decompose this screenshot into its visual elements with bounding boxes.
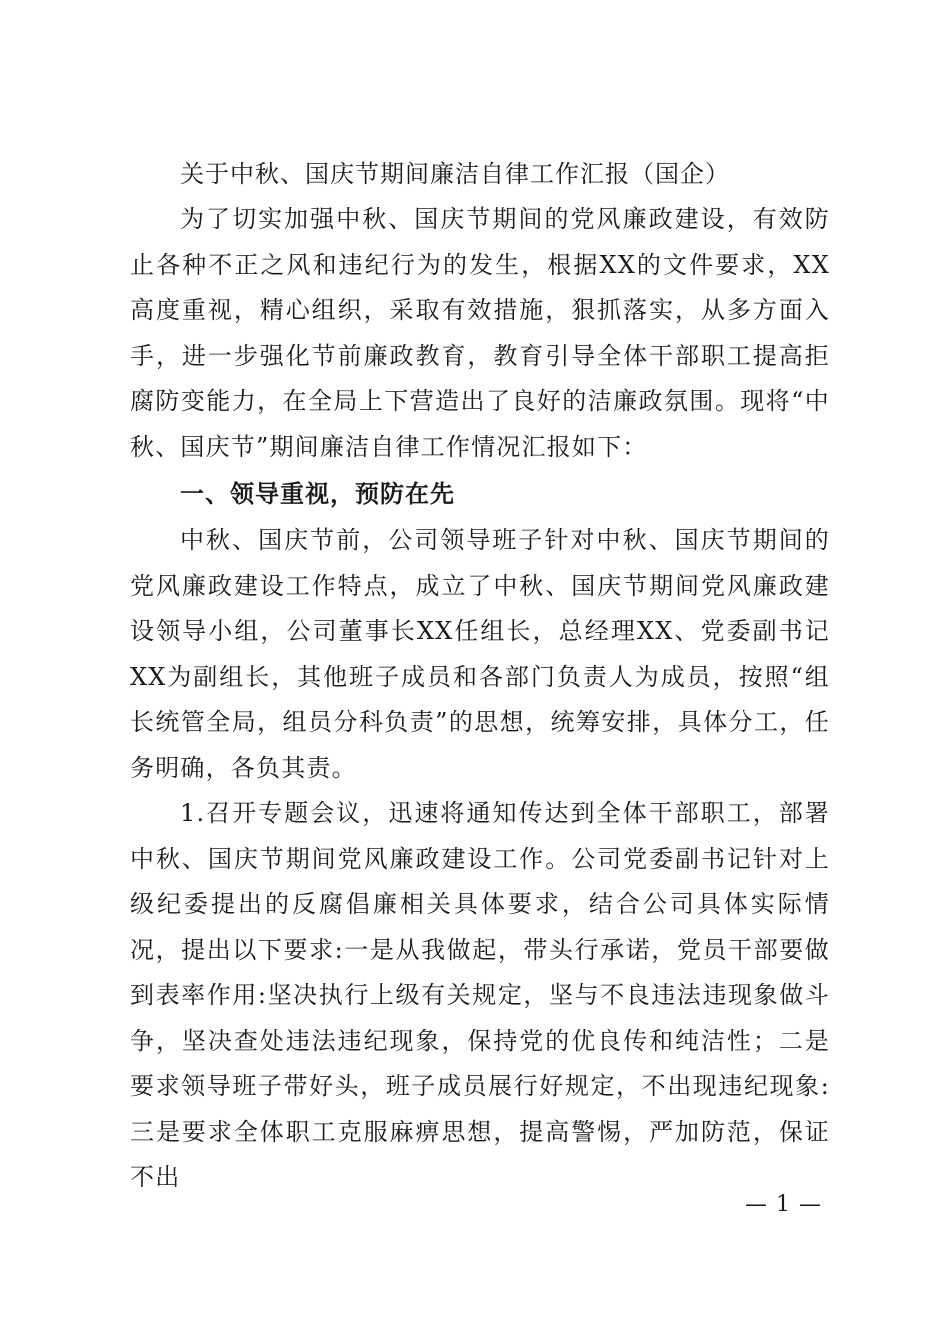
document-title: 关于中秋、国庆节期间廉洁自律工作汇报（国企） — [180, 160, 730, 188]
document-body — [130, 152, 830, 1201]
intro-paragraph: 为了切实加强中秋、国庆节期间的党风廉政建设，有效防止各种不正之风和违纪行为的发生，根据XX的文件要求，XX高度重视，精心组织，采取有效措施，狠抓落实，从多方面入手，进一步强化节前廉政教育，教育引导全体干部职工提高拒腐防变能力，在全局上下营造出了良好的洁廉政氛围。现将“中秋、国庆节”期间廉洁自律工作情况汇报如下： — [130, 205, 830, 461]
section-heading-1: 一、领导重视，预防在先 — [180, 480, 455, 508]
section-1-paragraph: 中秋、国庆节前，公司领导班子针对中秋、国庆节期间的党风廉政建设工作特点，成立了中秋、国庆节期间党风廉政建设领导小组，公司董事长XX任组长，总经理XX、党委副书记XX为副组长，其他班子成员和各部门负责人为成员，按照“组长统管全局，组员分科负责”的思想，统筹安排，具体分工，任务明确，各负其责。 — [130, 526, 830, 782]
item-1-paragraph: 1.召开专题会议，迅速将通知传达到全体干部职工，部署中秋、国庆节期间党风廉政建设工作。公司党委副书记针对上级纪委提出的反腐倡廉相关具体要求，结合公司具体实际情况，提出以下要求:一是从我做起，带头行承诺，党员干部要做到表率作用:坚决执行上级有关规定，坚与不良违法违现象做斗争，坚决查处违法违纪现象，保持党的优良传和纯洁性；二是要求领导班子带好头，班子成员展行好规定，不出现违纪现象:三是要求全体职工克服麻痹思想，提高警惕，严加防范，保证不出 — [130, 799, 830, 1191]
page-number: — 1 — — [745, 1192, 822, 1217]
